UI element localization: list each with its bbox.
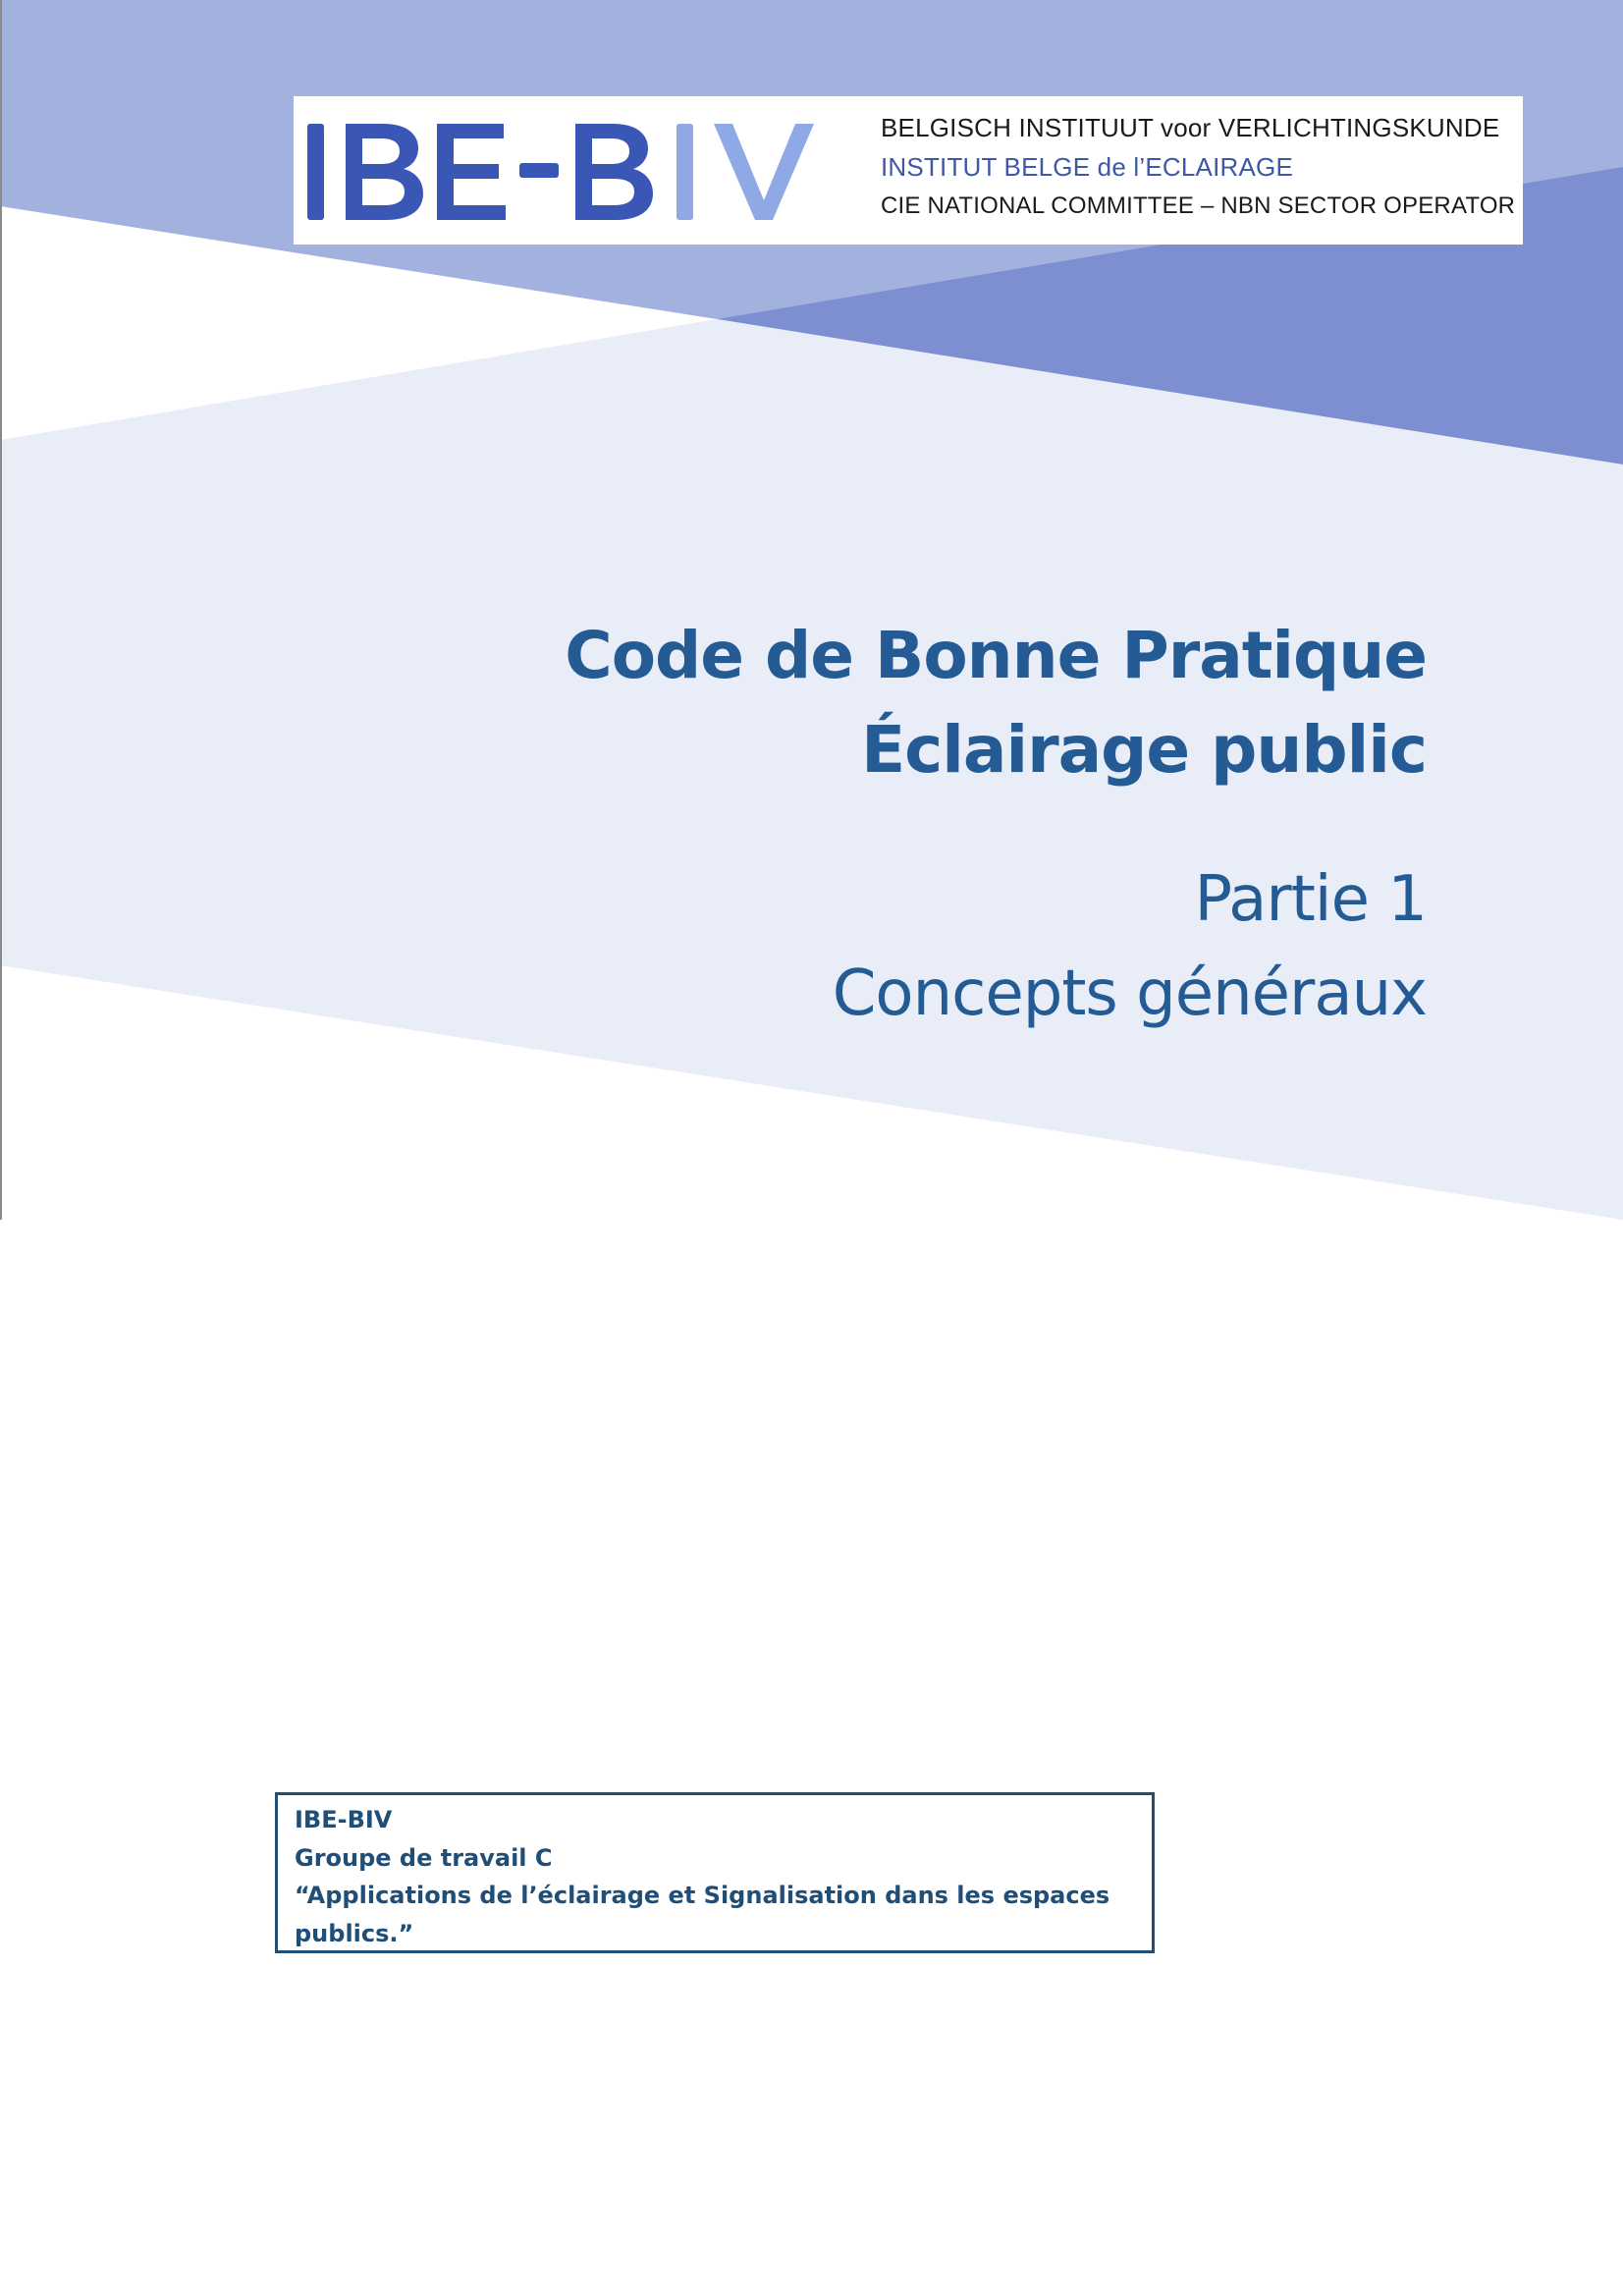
logo-header (294, 96, 1523, 245)
document-title (565, 609, 1427, 797)
info-line-group: Groupe de travail C (295, 1843, 553, 1872)
info-line-org: IBE-BIV (295, 1806, 393, 1833)
logo-line-dutch: BELGISCH INSTITUUT voor VERLICHTINGSKUNDE (881, 113, 1500, 142)
info-line-topic: “Applications de l’éclairage et Signalisation dans les espaces (295, 1882, 1110, 1909)
info-line-topic-cont: publics.” (295, 1919, 414, 1947)
title-line-2: Éclairage public (861, 712, 1427, 788)
subtitle-line-1: Partie 1 (1194, 863, 1427, 936)
working-group-box (275, 1792, 1155, 1953)
logo-text-block (881, 108, 1519, 226)
subtitle-line-2: Concepts généraux (832, 957, 1427, 1030)
title-line-1: Code de Bonne Pratique (565, 618, 1427, 693)
logo-line-french: INSTITUT BELGE de l’ECLAIRAGE (881, 152, 1293, 182)
left-border (0, 0, 2, 1220)
logo-line-cie: CIE NATIONAL COMMITTEE – NBN SECTOR OPERATOR (881, 192, 1516, 219)
document-subtitle (833, 852, 1427, 1041)
ibe-biv-logo (301, 104, 857, 237)
